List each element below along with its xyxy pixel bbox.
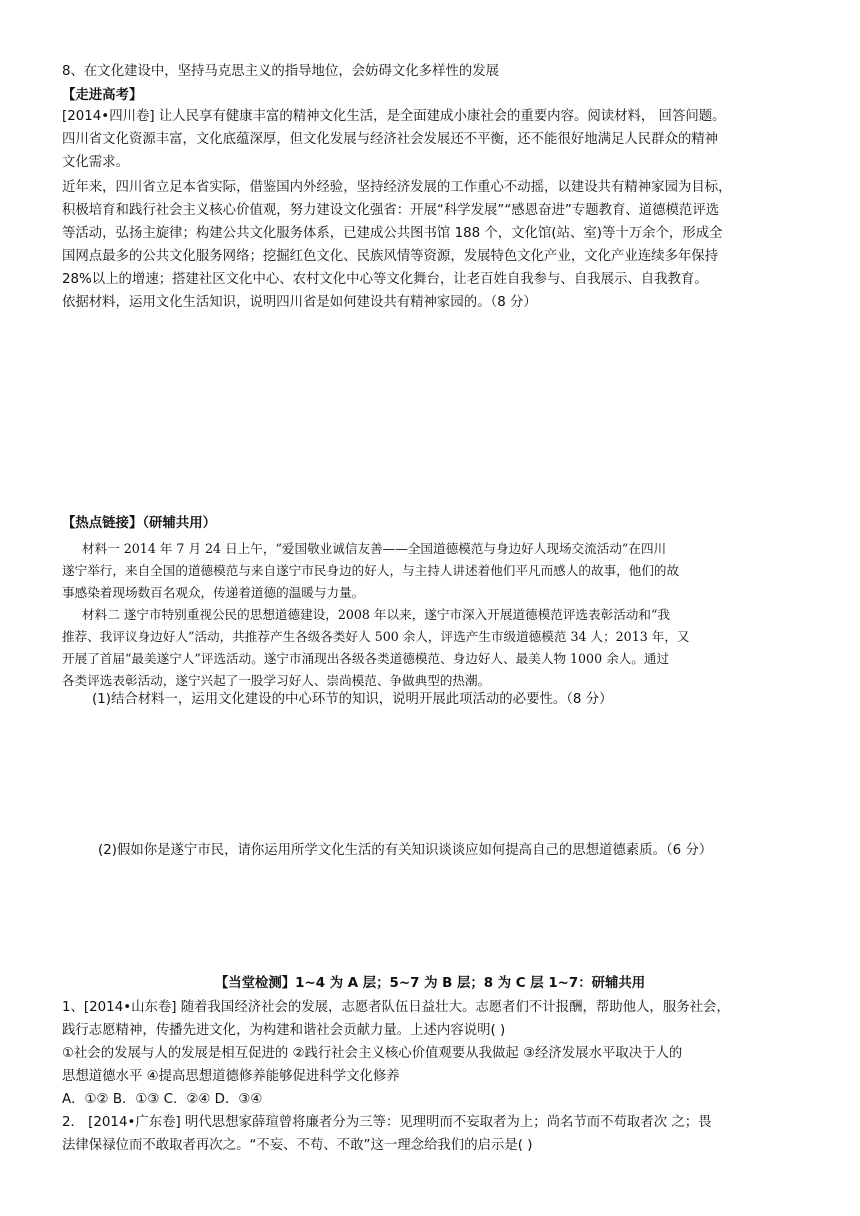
check-q2-line: 2． [2014•广东卷] 明代思想家薛瑄曾将廉者分为三等：见理明而不妄取者为上；尚名节而不苟取者次 之；畏 [62, 1115, 712, 1130]
section-heading-hotspot: 【热点链接】（研辅共用） [62, 516, 216, 531]
gaokao-line: 等活动，弘扬主旋律；构建公共文化服务体系，已建成公共图书馆 188 个，文化馆(站、室)等十万余个，形成全 [62, 226, 723, 241]
gaokao-line: 近年来，四川省立足本省实际，借鉴国内外经验，坚持经济发展的工作重心不动摇，以建设共有精神家园为目标， [62, 180, 732, 195]
material-1-line: 材料一 2014 年 7 月 24 日上午，“爱国敬业诚信友善——全国道德模范与身边好人现场交流活动”在四川 [82, 541, 667, 556]
gaokao-line: [2014•四川卷] 让人民享有健康丰富的精神文化生活，是全面建成小康社会的重要内容。阅读材料， 回答问题。 [62, 109, 726, 124]
material-2-line: 推荐、我评议身边好人”活动，共推荐产生各级各类好人 500 余人，评选产生市级道德模范 34 人；2013 年，又 [62, 629, 690, 644]
material-2-line: 各类评选表彰活动，遂宁兴起了一股学习好人、崇尚模范、争做典型的热潮。 [62, 673, 491, 688]
gaokao-line: 四川省文化资源丰富，文化底蕴深厚，但文化发展与经济社会发展还不平衡，还不能很好地满足人民群众的精神 [62, 132, 719, 147]
item-8-statement: 8、在文化建设中，坚持马克思主义的指导地位，会妨碍文化多样性的发展 [62, 64, 500, 79]
check-q1-line: 1、[2014•山东卷] 随着我国经济社会的发展，志愿者队伍日益壮大。志愿者们不计报酬，帮助他人，服务社会， [62, 1000, 730, 1015]
gaokao-question: 依据材料，运用文化生活知识，说明四川省是如何建设共有精神家园的。（8 分） [62, 295, 537, 310]
gaokao-line: 文化需求。 [62, 155, 129, 170]
check-q1-line: ①社会的发展与人的发展是相互促进的 ②践行社会主义核心价值观要从我做起 ③经济发展水平取决于人的 [62, 1046, 683, 1061]
material-1-line: 事感染着现场数百名观众，传递着道德的温暖与力量。 [62, 585, 365, 600]
material-1-line: 遂宁举行，来自全国的道德模范与来自遂宁市民身边的好人，与主持人讲述着他们平凡而感人的故事，他们的故 [62, 563, 680, 578]
check-q1-options: A．①② B．①③ C．②④ D．③④ [62, 1092, 263, 1107]
gaokao-line: 国网点最多的公共文化服务网络；挖掘红色文化、民族风情等资源，发展特色文化产业，文化产业连续多年保持 [62, 249, 719, 264]
section-heading-gaokao: 【走进高考】 [62, 88, 143, 103]
check-q2-line: 法律保禄位而不敢取者再次之。“不妄、不苟、不敢”这一理念给我们的启示是( ) [62, 1138, 533, 1153]
hotspot-question-2: (2)假如你是遂宁市民，请你运用所学文化生活的有关知识谈谈应如何提高自己的思想道德素质。（6 分） [98, 843, 713, 858]
material-2-line: 材料二 遂宁市特别重视公民的思想道德建设，2008 年以来，遂宁市深入开展道德模范评选表彰活动和“我 [82, 607, 671, 622]
hotspot-question-1: (1)结合材料一，运用文化建设的中心环节的知识，说明开展此项活动的必要性。（8 分） [92, 692, 613, 707]
section-heading-check: 【当堂检测】1~4 为 A 层；5~7 为 B 层；8 为 C 层 1~7：研辅共用 [214, 976, 646, 991]
material-2-line: 开展了首届“最美遂宁人”评选活动。遂宁市涌现出各级各类道德模范、身边好人、最美人物 1000 余人。通过 [62, 651, 670, 666]
gaokao-line: 积极培育和践行社会主义核心价值观，努力建设文化强省：开展“科学发展”“感恩奋进”专题教育、道德模范评选 [62, 203, 720, 218]
check-q1-line: 思想道德水平 ④提高思想道德修养能够促进科学文化修养 [62, 1069, 400, 1084]
check-q1-line: 践行志愿精神，传播先进文化，为构建和谐社会贡献力量。上述内容说明( ) [62, 1023, 506, 1038]
gaokao-line: 28%以上的增速；搭建社区文化中心、农村文化中心等文化舞台，让老百姓自我参与、自我展示、自我教育。 [62, 272, 708, 287]
